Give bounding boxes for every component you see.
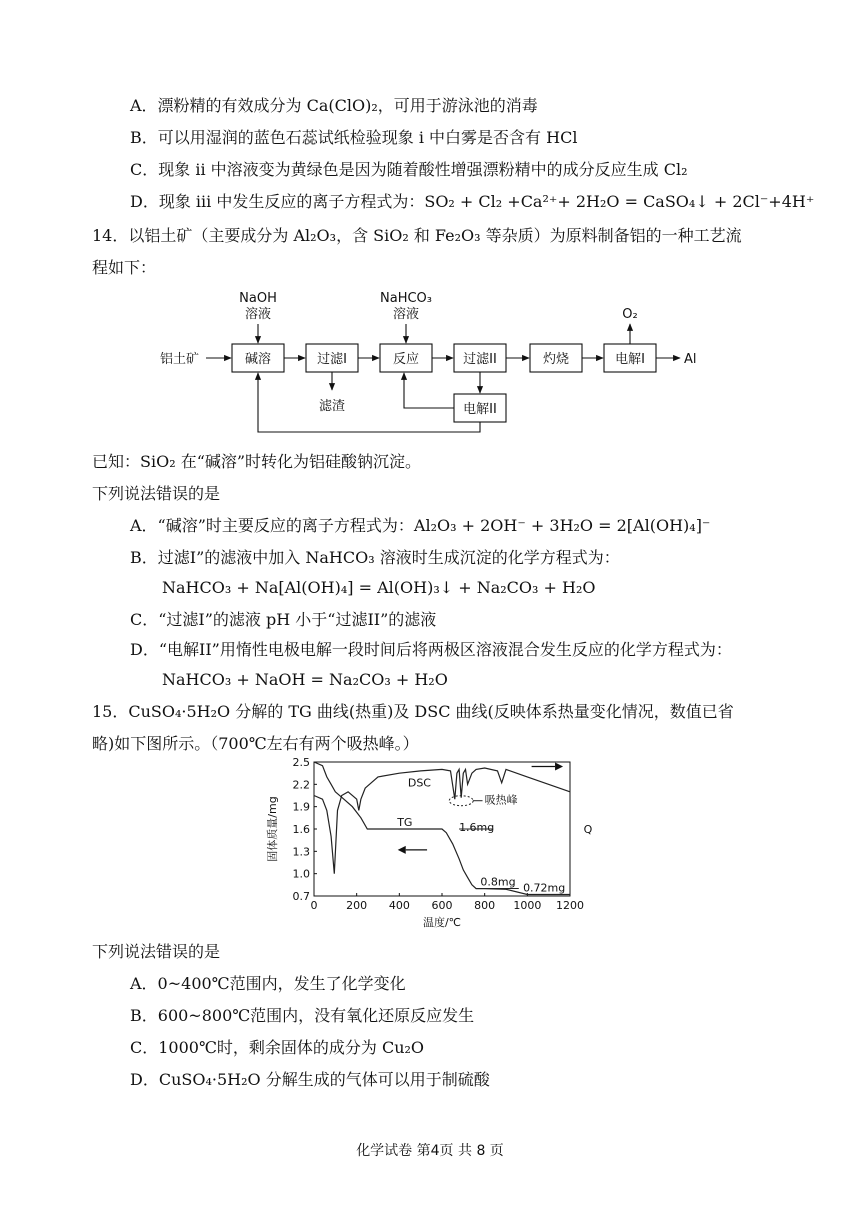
q14-option-c: C．“过滤I”的滤液 pH 小于“过滤II”的滤液 bbox=[130, 610, 437, 629]
flow-nahco3-solution-label: 溶液 bbox=[392, 307, 420, 322]
q14-option-b-equation: NaHCO₃ + Na[Al(OH)₄] = Al(OH)₃↓ + Na₂CO₃ + H₂O bbox=[162, 578, 596, 597]
flow-output-label: Al bbox=[684, 352, 697, 367]
q13-option-c: C．现象 ii 中溶液变为黄绿色是因为随着酸性增强漂粉精中的成分反应生成 Cl₂ bbox=[130, 160, 688, 179]
flow-step-electrolysis-1: 电解I bbox=[615, 352, 645, 367]
q13-option-a: A．漂粉精的有效成分为 Ca(ClO)₂，可用于游泳池的消毒 bbox=[130, 96, 538, 115]
y-tick-label: 1.6 bbox=[292, 823, 310, 836]
series-line-dsc bbox=[314, 768, 570, 874]
flow-step-filter-1: 过滤I bbox=[317, 352, 347, 367]
right-axis-label: Q bbox=[583, 823, 593, 836]
q14-stem-line1: 14．以铝土矿（主要成分为 Al₂O₃，含 SiO₂ 和 Fe₂O₃ 等杂质）为原料制备铝的一种工艺流 bbox=[92, 226, 742, 245]
flow-residue-label: 滤渣 bbox=[318, 399, 346, 414]
q14-option-b: B．过滤I”的滤液中加入 NaHCO₃ 溶液时生成沉淀的化学方程式为： bbox=[130, 548, 620, 567]
flow-nahco3-label: NaHCO₃ bbox=[380, 291, 432, 306]
flow-step-electrolysis-2: 电解II bbox=[463, 402, 497, 417]
q15-option-d: D．CuSO₄·5H₂O 分解生成的气体可以用于制硫酸 bbox=[130, 1070, 490, 1089]
q14-option-a: A．“碱溶”时主要反应的离子方程式为：Al₂O₃ + 2OH⁻ + 3H₂O = 2[Al(OH)₄]⁻ bbox=[130, 516, 711, 535]
q14-option-d-equation: NaHCO₃ + NaOH = Na₂CO₃ + H₂O bbox=[162, 670, 448, 689]
q13-option-b: B．可以用湿润的蓝色石蕊试纸检验现象 i 中白雾是否含有 HCl bbox=[130, 128, 578, 147]
q15-option-a: A．0~400℃范围内，发生了化学变化 bbox=[130, 974, 406, 993]
flow-step-alkali-dissolve: 碱溶 bbox=[244, 352, 272, 367]
flow-step-calcination: 灼烧 bbox=[542, 352, 570, 367]
y-tick-label: 2.5 bbox=[292, 756, 310, 769]
x-axis-label: 温度/℃ bbox=[422, 916, 462, 929]
y-tick-label: 1.0 bbox=[292, 867, 310, 881]
y-axis-label: 固体质量/mg bbox=[266, 796, 279, 862]
dsc-direction-arrowhead bbox=[555, 762, 563, 770]
x-tick-label: 0 bbox=[310, 899, 318, 912]
q14-known: 已知：SiO₂ 在“碱溶”时转化为铝硅酸钠沉淀。 bbox=[92, 452, 422, 471]
q15-stem-line1: 15．CuSO₄·5H₂O 分解的 TG 曲线(热重)及 DSC 曲线(反映体系热量变化情况，数值已省 bbox=[92, 702, 734, 721]
annotation-0-72mg: 0.72mg bbox=[523, 881, 566, 895]
page-footer: 化学试卷 第4页 共 8 页 bbox=[356, 1143, 504, 1159]
endothermic-peak-label: 吸热峰 bbox=[484, 793, 518, 807]
flow-naoh-label: NaOH bbox=[239, 291, 277, 306]
series-line-tg bbox=[314, 762, 570, 895]
x-tick-label: 600 bbox=[431, 899, 453, 912]
tg-dsc-chart bbox=[262, 754, 598, 934]
annotation-0-8mg: 0.8mg bbox=[480, 875, 516, 889]
q15-ask: 下列说法错误的是 bbox=[92, 942, 221, 961]
process-flow-diagram bbox=[160, 286, 720, 436]
dsc-series-label: DSC bbox=[407, 776, 432, 790]
q15-option-b: B．600~800℃范围内，没有氧化还原反应发生 bbox=[130, 1006, 475, 1025]
tg-direction-arrowhead bbox=[398, 846, 406, 854]
q15-option-c: C．1000℃时，剩余固体的成分为 Cu₂O bbox=[130, 1038, 425, 1057]
x-tick-label: 200 bbox=[346, 899, 368, 912]
y-tick-label: 2.2 bbox=[292, 778, 310, 792]
q14-option-d: D．“电解II”用惰性电极电解一段时间后将两极区溶液混合发生反应的化学方程式为： bbox=[130, 640, 732, 659]
tg-series-label: TG bbox=[397, 816, 413, 830]
flow-step-filter-2: 过滤II bbox=[463, 352, 497, 367]
x-tick-label: 400 bbox=[388, 899, 410, 912]
annotation-1-6mg: 1.6mg bbox=[459, 821, 495, 835]
q14-ask: 下列说法错误的是 bbox=[92, 484, 221, 503]
x-tick-label: 1000 bbox=[513, 899, 542, 912]
x-tick-label: 800 bbox=[474, 899, 496, 912]
flow-naoh-solution-label: 溶液 bbox=[244, 307, 272, 322]
flow-input-label: 铝土矿 bbox=[160, 352, 200, 367]
y-tick-label: 0.7 bbox=[292, 890, 310, 903]
flow-o2-label: O₂ bbox=[622, 307, 638, 322]
q15-stem-line2: 略)如下图所示。（700℃左右有两个吸热峰。） bbox=[92, 734, 419, 753]
flow-step-reaction: 反应 bbox=[392, 352, 420, 367]
q13-option-d: D．现象 iii 中发生反应的离子方程式为：SO₂ + Cl₂ +Ca²⁺+ 2H₂O = CaSO₄↓ + 2Cl⁻+4H⁺ bbox=[130, 192, 815, 211]
y-tick-label: 1.9 bbox=[292, 800, 310, 814]
y-tick-label: 1.3 bbox=[292, 845, 310, 859]
q14-stem-line2: 程如下： bbox=[92, 258, 157, 277]
x-tick-label: 1200 bbox=[556, 899, 584, 912]
